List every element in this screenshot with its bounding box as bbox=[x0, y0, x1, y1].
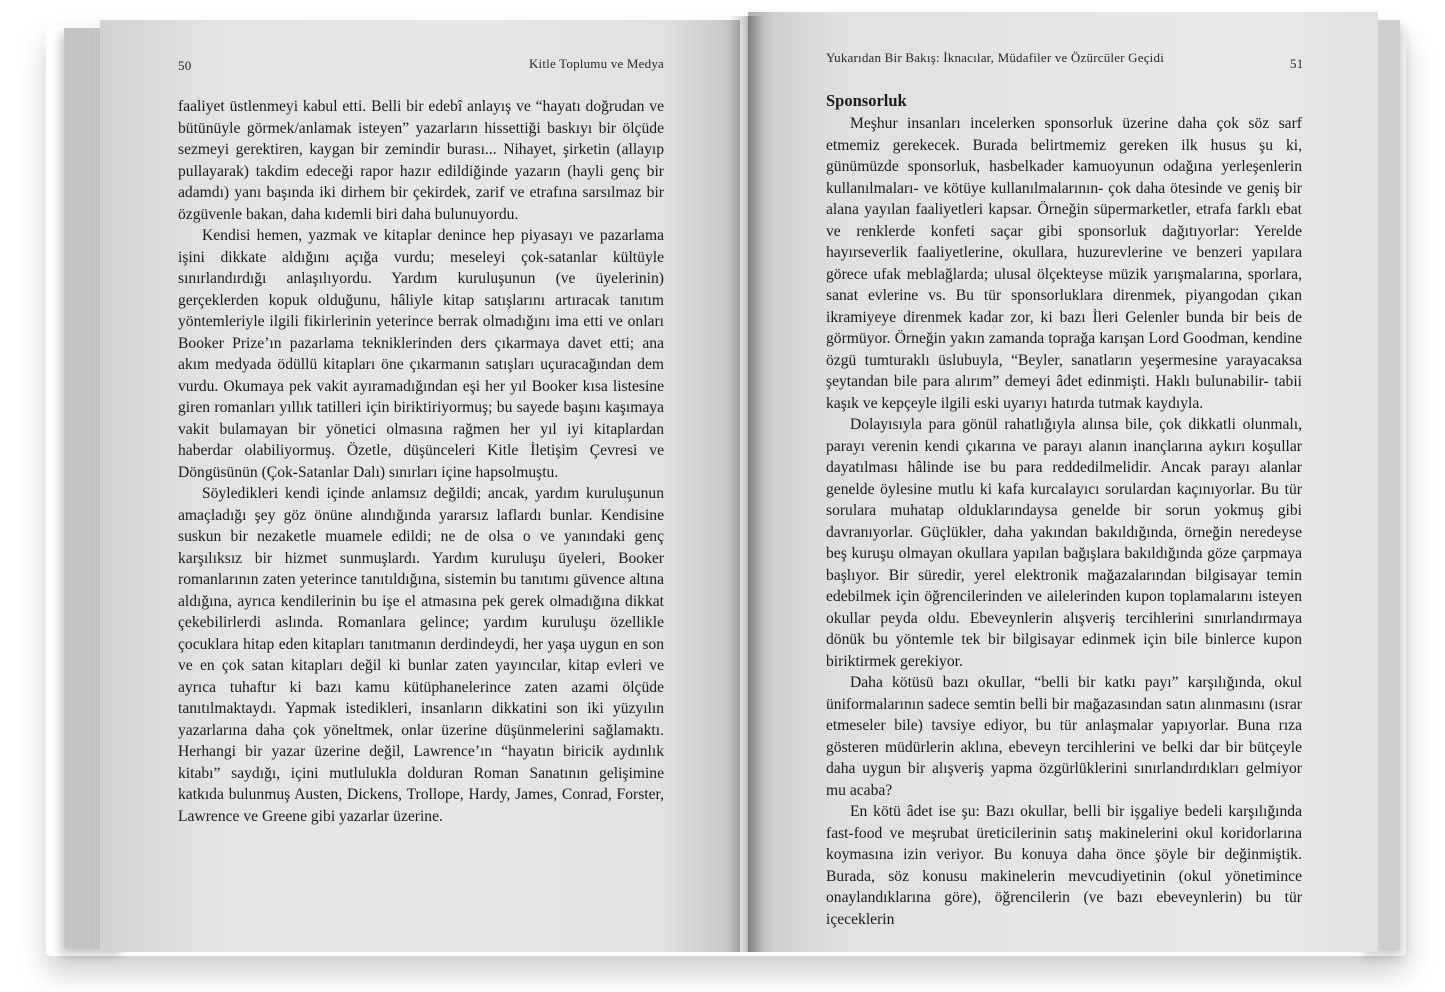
paragraph: faaliyet üstlenmeyi kabul etti. Belli bir edebî anlayış ve “hayatı doğrudan ve bütünüyle görmek/anlamak isteyen” yazarların hissettiği baskıyı bir ölçüde sezmeyi gerektiren, kaygan bir zemindir burası... Nihayet, şirketin (allayıp pullayarak) takdim edeceği rapor hazır edildiğinde yazarın (hayli genç bir adamdı) yanı başında iki dirhem bir çekirdek, zarif ve etrafına sarsılmaz bir özgüvenle bakan, daha kıdemli biri daha bulunuyordu. bbox=[178, 98, 664, 223]
section-heading: Sponsorluk bbox=[826, 91, 907, 110]
right-page bbox=[748, 12, 1378, 952]
body-text bbox=[826, 90, 1302, 930]
page-number: 51 bbox=[1290, 56, 1304, 71]
paragraph: Meşhur insanları incelerken sponsorluk üzerine daha çok söz sarf etmemiz gerekecek. Burada belirtmemiz gereken ilk husus şu ki, günümüzde sponsorluk, hasbelkader kamuoyunun odağına yerleşenlerin kullanılmaları- ve kötüye kullanılmalarının- çok daha ötesinde ve geniş bir alana yayılan faaliyetleri kapsar. Örneğin süpermarketler, etrafa farklı ebat ve renklerde konfeti saçar gibi sponsorluk dağıtıyorlar: Yerelde hayırseverlik faaliyetlerine, okullara, huzurevlerine ve benzeri yapılara görece ufak meblağlarda; ulusal ölçekteyse müzik yarışmalarına, sporlara, sanat evlerine vs. Bu tür sponsorluklara direnmek, piyangodan çıkan ikramiyeye direnmek kadar zor, ki bazı İleri Gelenler bunda bir beis de görmüyor. Örneğin yakın zamanda toprağa karışan Lord Goodman, kendine özgü tumturaklı üslubuyla, “Beyler, sanatların yeşermesine yarayacaksa şeytandan bile para alırım” demeyi âdet edinmişti. Haklı bulunabilir- tabii kaşık ve kepçeyle ilgili eski uyarıyı hatırda tutmak kaydıyla. bbox=[826, 115, 1302, 412]
paragraph: Daha kötüsü bazı okullar, “belli bir katkı payı” karşılığında, okul üniformalarının sadece semtin belli bir mağazasından satın alınmasını (ısrar etmeseler bile) tavsiye ediyor, bu tür anlaşmalar yapıyorlar. Buna rıza gösteren müdürlerin aklına, ebeveyn tercihlerini ve belki dar bir bütçeyle daha uygun bir alışveriş yapma özgürlüklerini sınırlandırdıkları gelmiyor mu acaba? bbox=[826, 674, 1302, 799]
paragraph: Kendisi hemen, yazmak ve kitaplar denince hep piyasayı ve pazarlama işini dikkate aldığını açığa vurdu; meseleyi çok-satanlar kültüyle sınırlandırdığı anlaşılıyordu. Yardım kuruluşunun (ve üyelerinin) gerçeklerden kopuk olduğunu, hâliyle kitap satışlarını artıracak tanıtım yöntemleriyle ilgili fikirlerinin yeterince berrak olmadığını ima etti ve onları Booker Prize’ın pazarlama tekniklerinden ders çıkarmaya davet etti; ana akım medyada ödüllü kitapları öne çıkarmanın satışları uçuracağından dem vurdu. Okumaya pek vakit ayıramadığından eşi her yıl Booker kısa listesine giren romanları yıllık tatilleri için biriktiriyormuş; bu sayede başını kaşımaya vakit bulamayan bir yönetici olmasına rağmen her yıl iyi kitaplardan haberdar olabiliyormuş. Özetle, düşünceleri Kitle İletişim Çevresi ve Döngüsünün (Çok-Satanlar Dalı) sınırları içine hapsolmuştu. bbox=[178, 227, 664, 481]
running-head: Kitle Toplumu ve Medya bbox=[528, 56, 664, 71]
paragraph: En kötü âdet ise şu: Bazı okullar, belli bir işgaliye bedeli karşılığında fast-food ve meşrubat üreticilerinin satış makinelerini okul koridorlarına koymasına izin veriyor. Bu konuya daha önce şöyle bir değinmiştik. Burada, söz konusu makinelerin mevcudiyetinin (okul yönetimince onaylandıklarına göre), öğrencilerin (ve bazı ebeveynlerin) bu tür içeceklerin bbox=[826, 803, 1302, 928]
body-text bbox=[178, 96, 664, 827]
running-head: Yukarıdan Bir Bakış: İknacılar, Müdafiler ve Özürcüler Geçidi bbox=[826, 50, 1165, 65]
book-gutter bbox=[728, 16, 764, 952]
paragraph: Dolayısıyla para gönül rahatlığıyla alınsa bile, çok dikkatli olunmalı, parayı verenin kendi çıkarına ve parayı alanın inançlarına aykırı koşullar dayatılması hâlinde ise bu para reddedilmelidir. Ancak parayı alanlar genelde öylesine mutlu ki kafa kurcalayıcı sorulardan kaçınıyorlar. Bu tür sorulara muhatap olduklarındaysa genelde bir sorun yokmuş gibi davranıyorlar. Güçlükler, daha yakından bakıldığında, örneğin neredeyse beş kuruşu olmayan okullara yapılan bağışlara bakıldığında göze çarpmaya başlıyor. Bir süredir, yerel elektronik mağazalarından bilgisayar temin edebilmek için öğrencilerinden ve ailelerinden kupon toplamalarını isteyen okullar peyda oldu. Ebeveynlerin alışveriş tercihlerini sınırlandırmaya dönük bu yöntemle tek bir bilgisayar edinmek için bile binlerce kupon biriktirmek gerekiyor. bbox=[826, 416, 1302, 670]
page-number: 50 bbox=[178, 58, 192, 73]
paragraph: Söyledikleri kendi içinde anlamsız değildi; ancak, yardım kuruluşunun amaçladığı şey göz önüne alındığında yararsız laflardı bunlar. Kendisine suskun bir nezaketle muamele edildi; ne de olsa o ve yanındaki genç karşılıksız bir hizmet sunmuşlardı. Yardım kuruluşu üyeleri, Booker romanlarının zaten yeterince tanıtıldığına, sistemin bu tanıtımı güvence altına aldığına, ayrıca kendilerinin bu işe el atmasına pek gerek olmadığına dikkat çekebilirlerdi aslında. Romanlara gelince; yardım kuruluşu özellikle çocuklara hitap eden kitapları tanıtmanın derdindeydi, her yaşa uygun en son ve en çok satan kitapları değil ki bunlar zaten yayıncılar, kitap evleri ve ayrıca tuhaftır ki bazı kamu kütüphanelerince zaten azami ölçüde tanıtılmaktaydı. Yapmak istedikleri, insanların dikkatini son iki yüzyılın yazarlarına daha çok yöneltmek, onlar üzerine düşünmelerini sağlamaktı. Herhangi bir yazar üzerine değil, Lawrence’ın “hayatın biricik aydınlık kitabı” saydığı, içini mutlulukla dolduran Roman Sanatının gelişimine katkıda bulunmuş Austen, Dickens, Trollope, Hardy, James, Conrad, Forster, Lawrence ve Greene gibi yazarlar üzerine. bbox=[178, 485, 664, 825]
left-page bbox=[100, 20, 740, 952]
